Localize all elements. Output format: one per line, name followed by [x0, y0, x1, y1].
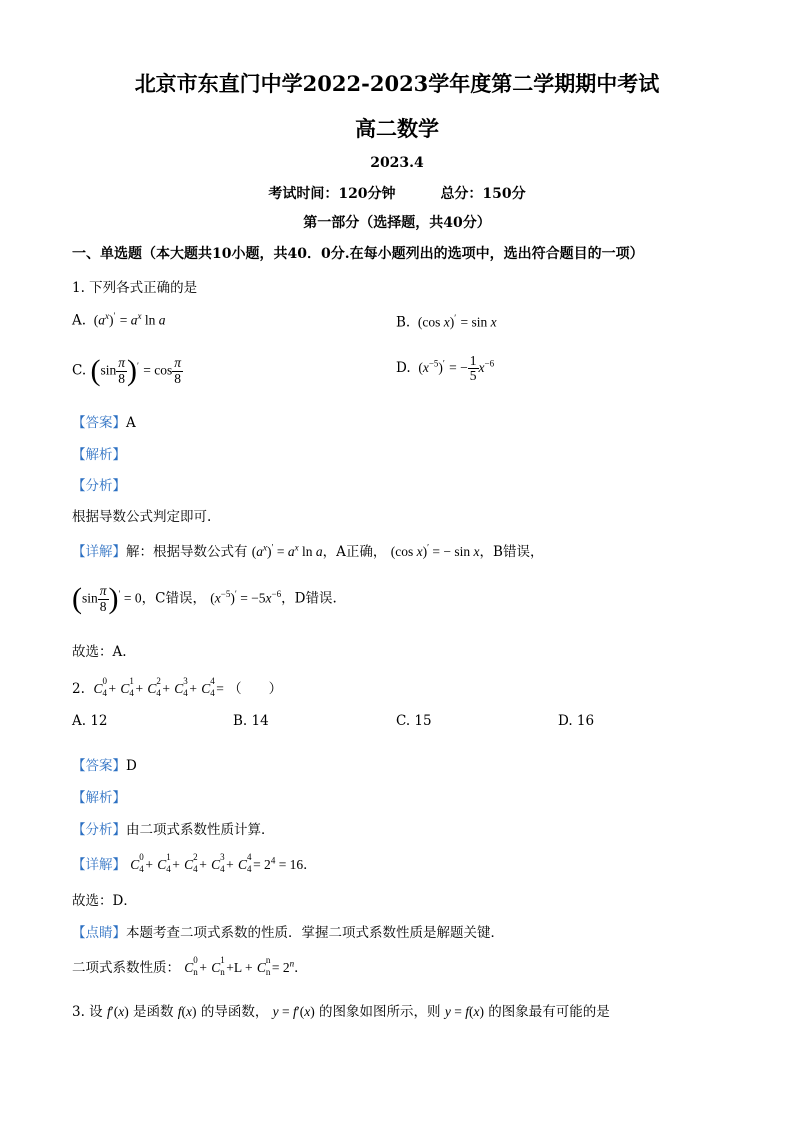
exam-score: 总分：150分: [440, 186, 526, 202]
q1-fenxi-tag: 【分析】: [72, 478, 126, 494]
exam-title: 北京市东直门中学2022-2023学年度第二学期期中考试: [134, 71, 660, 96]
q1-option-a: A. $(a^x)' = a^x$ ln a: [72, 311, 166, 329]
q2-option-d: D. 16: [558, 713, 595, 729]
q2-option-c: C. 15: [396, 713, 432, 729]
q2-detail: 【详解】 C 0 4 + C 1 4 + C 2 4 + C 3 4 + C 4 4 = $2^4 = 16$．: [72, 852, 317, 874]
part-heading: 第一部分（选择题，共40分）: [303, 215, 491, 231]
q1-detail-line1: 【详解】解：根据导数公式有 $(a^x)' = a^x$ ln a，A正确， (cos x)′ = − sin x，B错误，: [72, 542, 544, 560]
q2-jiexi: 【解析】: [72, 790, 126, 806]
q2-dianjing: 【点睛】本题考查二项式系数的性质．掌握二项式系数性质是解题关键．: [72, 925, 504, 941]
section-heading: 一、单选题（本大题共10小题，共40．0分.在每小题列出的选项中，选出符合题目的一项）: [72, 246, 644, 262]
q1-choose: 故选：A.: [72, 644, 127, 660]
q2-fenxi: 【分析】由二项式系数性质计算．: [72, 822, 275, 838]
q2-option-a: A. 12: [72, 713, 108, 729]
q2-choose: 故选：D．: [72, 893, 137, 909]
exam-meta: [0, 183, 794, 203]
q3-stem: 3. 设 f′(x) 是函数 f(x) 的导函数， y = f′(x) 的图象如图所示，则 y = f(x) 的图象最有可能的是: [72, 1004, 610, 1020]
q1-stem: 1. 下列各式正确的是: [72, 280, 198, 296]
q1-fenxi: 根据导数公式判定即可.: [72, 509, 212, 525]
q1-detail-line2: (sin $\frac{\pi}{8}$ )′ = 0，C错误， $(x^{-5})' = -5x^{-6}$，D错误.: [72, 582, 337, 615]
q1-option-d: D. $(x^{-5})'$ = − $\frac{1}{5}$ $x^{-6}$: [396, 353, 495, 384]
q2-property: 二项式系数性质： C 0 n + C 1 n +L + C n n = $2^n$．: [72, 955, 308, 977]
q1-option-c: C. (sin $\frac{\pi}{8}$ )′ = cos $\frac{\pi}{8}$: [72, 354, 181, 387]
exam-date: 2023.4: [370, 155, 424, 171]
q1-option-b: B. (cos x)′ = sin x: [396, 313, 497, 331]
q2-answer: 【答案】D: [72, 758, 137, 774]
q2-option-b: B. 14: [233, 713, 269, 729]
exam-subtitle: 高二数学: [355, 116, 439, 141]
exam-time: 考试时间：120分钟: [268, 186, 396, 202]
q2-stem: 2. C 0 4 + C 1 4 + C 2 4 + C 3 4 + C 4 4 = （ ）: [72, 676, 283, 698]
q1-jiexi: 【解析】: [72, 447, 126, 463]
q1-answer: 【答案】A: [72, 415, 136, 431]
